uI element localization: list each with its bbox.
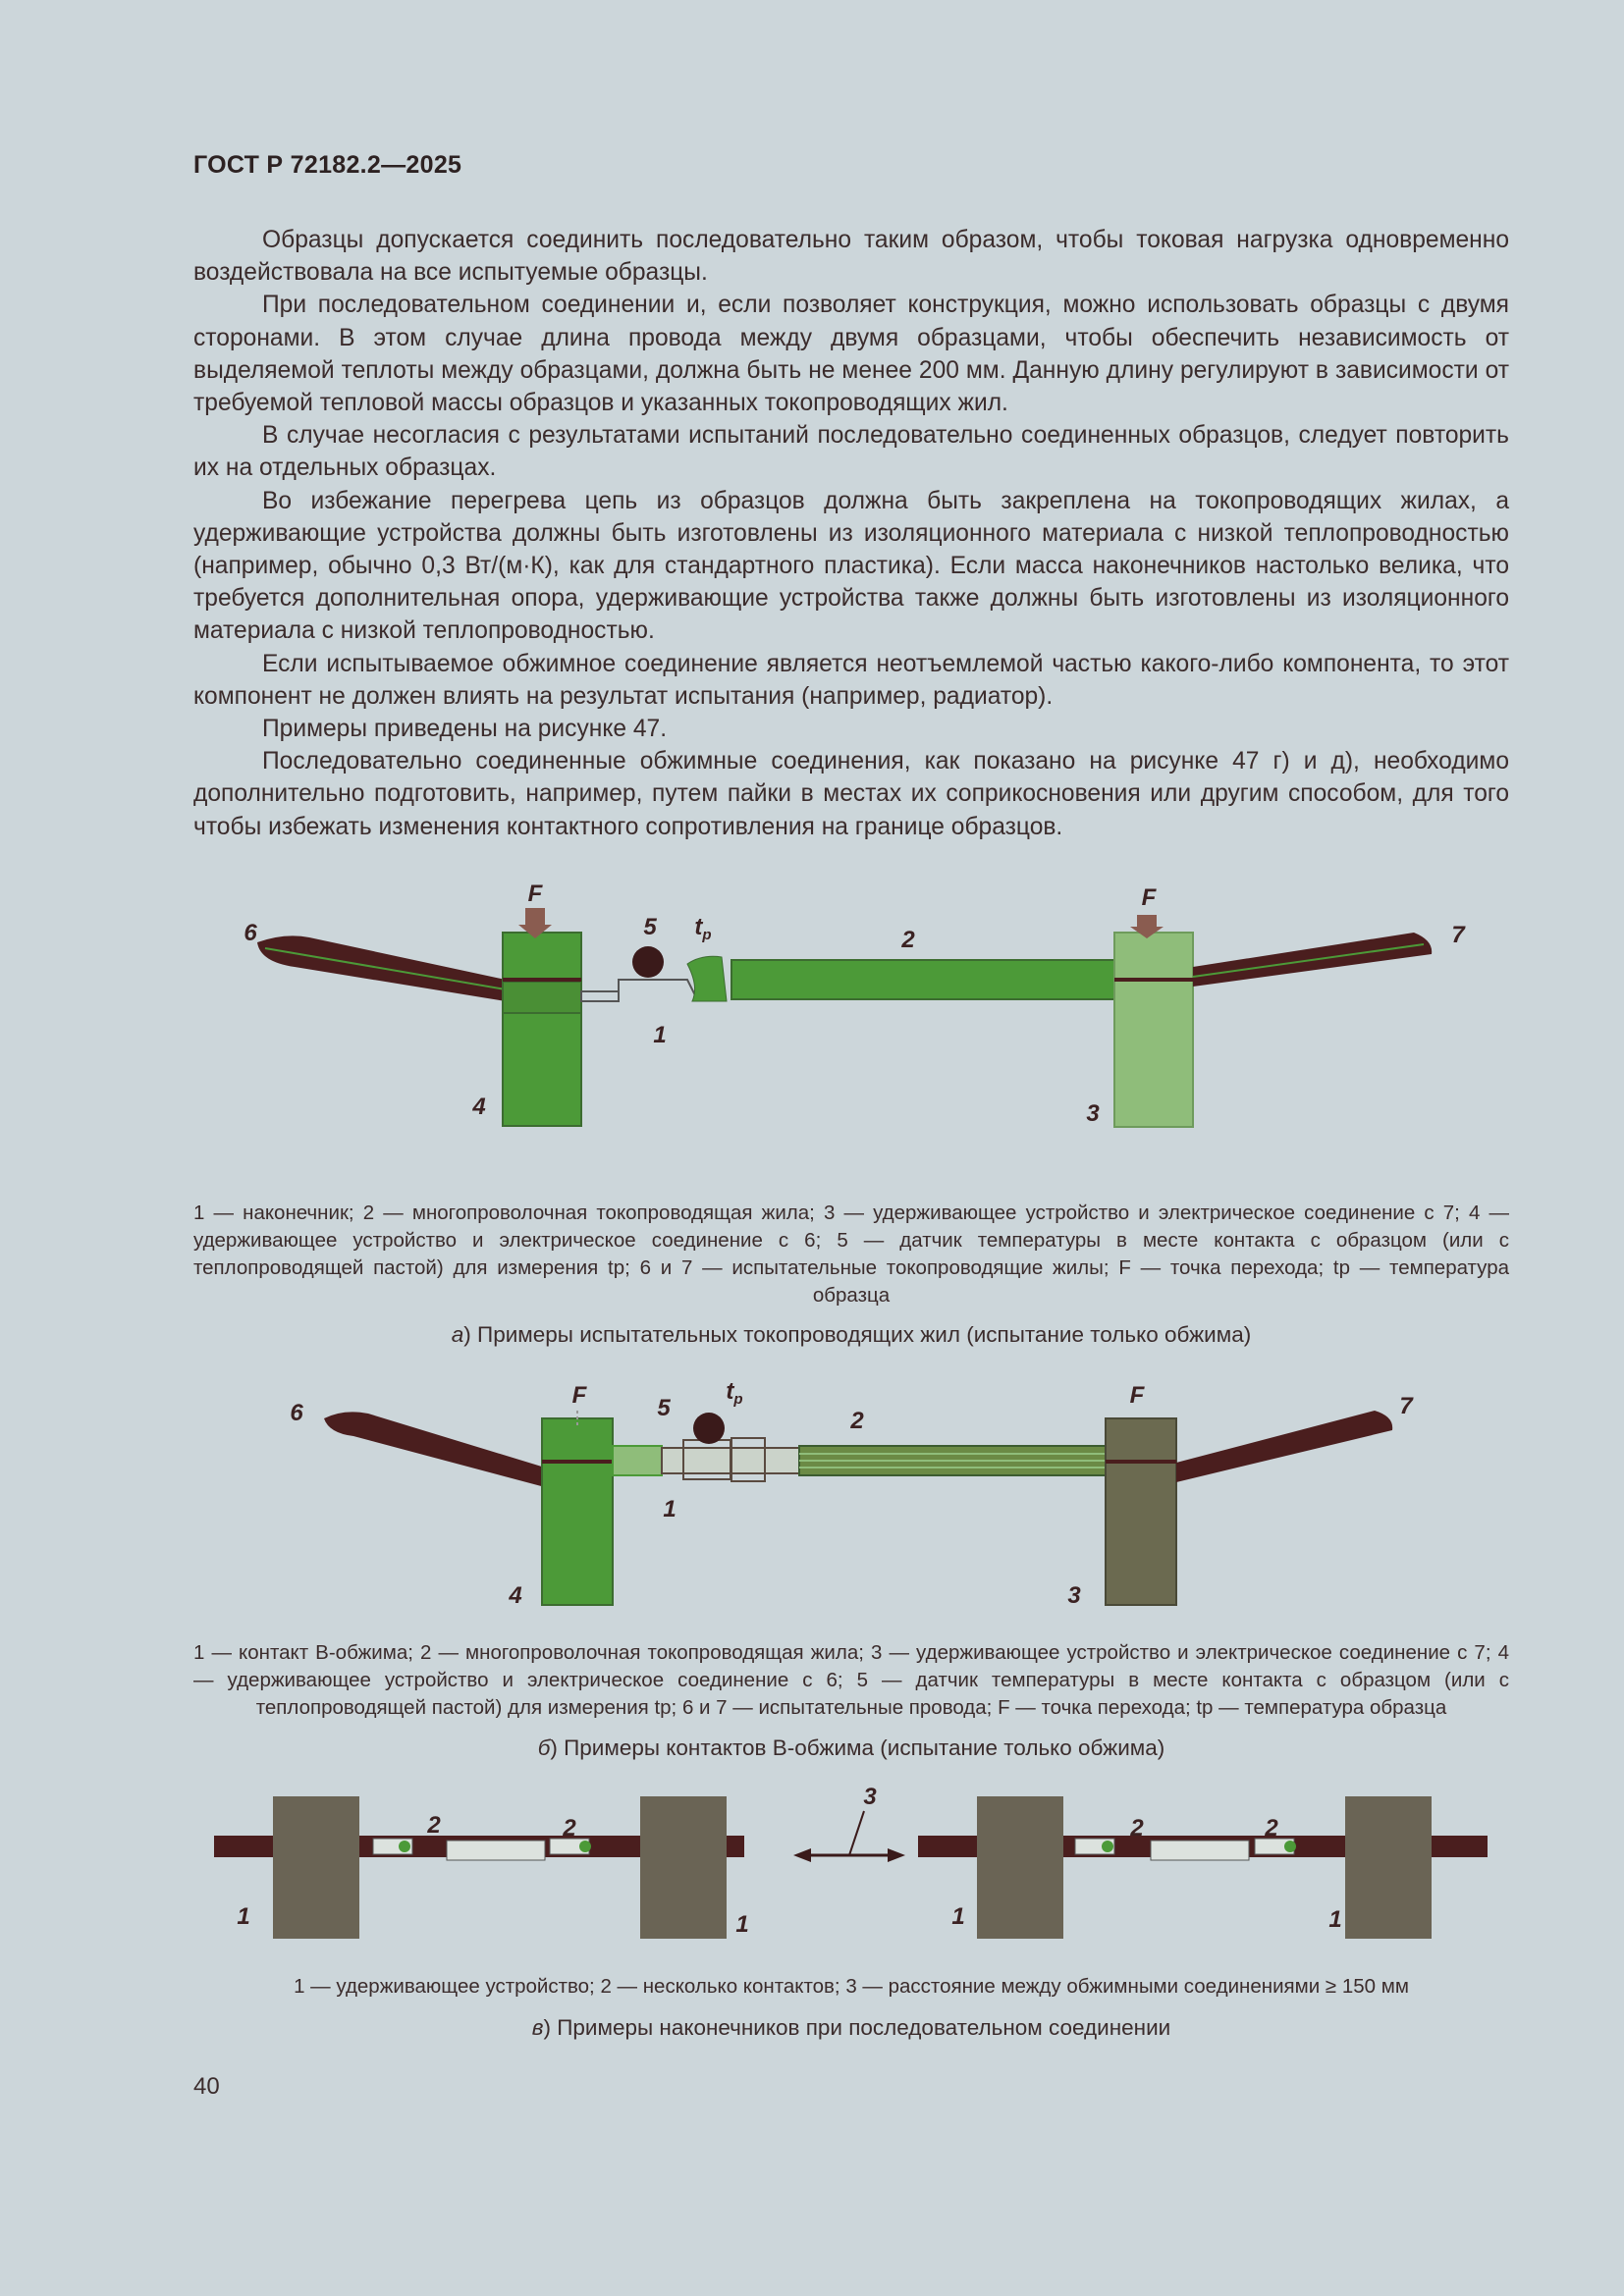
label-2: 2 [901, 927, 915, 953]
test-cable-6 [324, 1412, 545, 1487]
label-tp: $t_p$ [694, 914, 712, 943]
paragraph: Если испытываемое обжимное соединение является неотъемлемой частью какого-либо компонента, то этот компонент не должен влиять на результат испытания (например, радиатор). [193, 650, 1509, 710]
figure-a-legend: 1 — наконечник; 2 — многопроволочная токопроводящая жила; 3 — удерживающее устройство и электрическое соединение с 7; 4 — удерживающее устройство и электрическое соединение с 6; 5 — датчик температуры в месте контакта с образцом (или с теплопроводящей пастой) для измерения tp; 6 и 7 — испытательные токопроводящие жилы; F — точка перехода; tp — температура образца [193, 1201, 1509, 1307]
label-f-left: F [527, 881, 543, 907]
holder-4 [542, 1418, 613, 1605]
label-f-right: F [1129, 1382, 1145, 1409]
paragraph: При последовательном соединении и, если позволяет конструкция, можно использовать образцы с двумя сторонами. В этом случае длина провода между двумя образцами, чтобы обеспечить независимость от выделяемой теплоты между образцами, должна быть не менее 200 мм. Данную длину регулируют в зависимости от требуемой тепловой массы образцов и указанных токопроводящих жил. [193, 292, 1509, 417]
holder-1-c [977, 1796, 1063, 1939]
figure-c [0, 1772, 1624, 1944]
label-tp: $t_p$ [726, 1378, 743, 1408]
holder-1-d [1345, 1796, 1432, 1939]
document-header: ГОСТ Р 72182.2—2025 [193, 151, 462, 179]
figure-c-caption: в) Примеры наконечников при последовательном соединении [531, 2015, 1171, 2040]
figure-a [0, 864, 1624, 1158]
body-text [193, 224, 1509, 843]
figure-b-drawing [0, 1360, 1624, 1620]
label-2-c: 2 [1130, 1815, 1144, 1842]
label-6: 6 [290, 1400, 303, 1426]
conductor-2 [731, 960, 1119, 999]
label-6: 6 [244, 920, 257, 946]
label-2-d: 2 [1265, 1815, 1278, 1842]
paragraph: Примеры приведены на рисунке 47. [262, 716, 668, 743]
test-cable-7 [1176, 1411, 1392, 1482]
label-5: 5 [657, 1395, 671, 1421]
holder-3 [1106, 1418, 1176, 1605]
label-5: 5 [643, 914, 657, 940]
label-1: 1 [663, 1496, 677, 1522]
page-number: 40 [193, 2073, 220, 2100]
label-2-b: 2 [563, 1815, 576, 1842]
label-1-c: 1 [951, 1903, 965, 1930]
paragraph: Последовательно соединенные обжимные соединения, как показано на рисунке 47 г) и д), необходимо дополнительно подготовить, например, путем пайки в местах их соприкосновения или другим способом, для того чтобы избежать изменения контактного сопротивления на границе образцов. [193, 748, 1509, 840]
label-1-d: 1 [1328, 1906, 1342, 1933]
figure-b-legend: 1 — контакт В-обжима; 2 — многопроволочная токопроводящая жила; 3 — удерживающее устройство и электрическое соединение с 7; 4 — удерживающее устройство и электрическое соединение с 6; 5 — датчик температуры в месте контакта с образцом (или с теплопроводящей пастой) для измерения tp; 6 и 7 — испытательные провода; F — точка перехода; tp — температура образца [193, 1641, 1509, 1719]
holder-1-b [640, 1796, 727, 1939]
label-7: 7 [1399, 1393, 1413, 1419]
holder-4-body [503, 1013, 581, 1126]
temperature-sensor [632, 946, 664, 978]
crimp-contact-1 [613, 1446, 662, 1475]
figure-b-caption: б) Примеры контактов В-обжима (испытание только обжима) [537, 1735, 1165, 1760]
label-f-right: F [1141, 884, 1157, 911]
lug-1 [581, 991, 619, 1001]
paragraph: В случае несогласия с результатами испытаний последовательно соединенных образцов, следует повторить их на отдельных образцах. [193, 422, 1509, 482]
label-3: 3 [863, 1784, 877, 1810]
label-4: 4 [472, 1094, 486, 1120]
label-f-left: F [571, 1382, 587, 1409]
label-3: 3 [1086, 1100, 1100, 1127]
figure-a-caption: а) Примеры испытательных токопроводящих жил (испытание только обжима) [451, 1322, 1252, 1347]
label-3: 3 [1067, 1582, 1081, 1609]
label-2-a: 2 [427, 1812, 441, 1839]
figure-b [0, 1360, 1624, 1620]
paragraph: Образцы допускается соединить последовательно таким образом, чтобы токовая нагрузка одновременно воздействовала на все испытуемые образцы. [193, 227, 1509, 287]
label-1-a: 1 [237, 1903, 250, 1930]
temperature-sensor [693, 1413, 725, 1444]
label-7: 7 [1451, 922, 1465, 948]
holder-3 [1114, 933, 1193, 1127]
holder-4-mid [503, 982, 581, 1013]
paragraph: Во избежание перегрева цепь из образцов должна быть закреплена на токопроводящих жилах, а удерживающие устройства должны быть изготовлены из изоляционного материала с низкой теплопроводностью (например, обычно 0,3 Вт/(м·К), как для стандартного пластика). Если масса наконечников настолько велика, что требуется дополнительная опора, удерживающие устройства также должны быть изготовлены из изоляционного материала с низкой теплопроводностью. [193, 487, 1509, 645]
figure-c-drawing [0, 1772, 1624, 1944]
label-1: 1 [653, 1022, 667, 1048]
force-arrow-left [525, 908, 545, 926]
label-1-b: 1 [735, 1911, 749, 1938]
figure-a-drawing [0, 864, 1624, 1158]
holder-1-a [273, 1796, 359, 1939]
force-arrow-right [1137, 915, 1157, 929]
label-2: 2 [850, 1408, 864, 1434]
label-4: 4 [509, 1582, 522, 1609]
figure-c-legend: 1 — удерживающее устройство; 2 — несколько контактов; 3 — расстояние между обжимными соединениями ≥ 150 мм [294, 1975, 1409, 1998]
